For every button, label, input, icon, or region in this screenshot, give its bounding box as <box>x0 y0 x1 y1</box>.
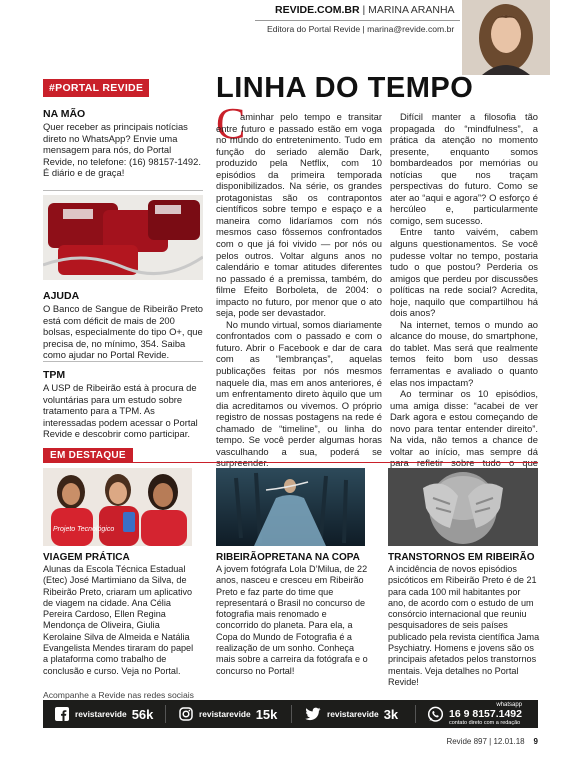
sidebar-divider <box>43 190 203 191</box>
author-name: MARINA ARANHA <box>368 4 455 16</box>
article-column-2 <box>390 111 538 492</box>
photographer-photo <box>216 468 365 546</box>
article-column-1 <box>216 111 382 469</box>
shirt-print-text: Projeto Tecnológico <box>53 526 115 533</box>
folio-date: 12.01.18 <box>493 737 525 746</box>
header-separator: | <box>362 4 369 16</box>
site-name: REVIDE.COM.BR <box>275 4 360 16</box>
header-rule <box>255 20 460 21</box>
sidebar-text-ajuda: O Banco de Sangue de Ribeirão Preto está com déficit de mais de 200 bolsas, especialmente do tipo O+, que precisa de, no mínimo, 354. Saiba como ajudar no Portal Revide. <box>43 303 204 361</box>
sidebar-title-tpm: TPM <box>43 369 66 381</box>
folio-spacer <box>527 737 531 746</box>
article-paragraph: Difícil manter a filosofia tão propagada do “mindfulness”, a prática da atenção no momento presente, enquanto somos bombardeados por memórias ou notícias que nos traçam perspectivas do futuro. Como se ater ao “aqui e agora”? O esforço é hercúleo e, particularmente comigo, sem sucesso. <box>390 111 538 226</box>
folio-magazine: Revide 897 <box>446 737 487 746</box>
header-line <box>275 4 455 16</box>
portal-revide-tag: #PORTAL REVIDE <box>43 79 149 97</box>
twitter-icon <box>305 707 321 721</box>
sidebar-title-ajuda: AJUDA <box>43 290 80 302</box>
page-folio <box>446 737 538 746</box>
facebook-link[interactable] <box>55 700 153 728</box>
article-paragraph: Na internet, temos o mundo ao alcance do mouse, do smartphone, do tablet. Mas será que realmente temos feito bom uso dessas ferramentas e avaliado o quanto elas nos impactam? <box>390 318 538 388</box>
card-title-transtornos: TRANSTORNOS EM RIBEIRÃO <box>388 552 535 563</box>
instagram-handle: revistarevide <box>199 709 251 719</box>
article-paragraph: Entre tanto vaivém, cabem alguns questionamentos. Se você pudesse voltar no tempo, postaria tudo o que postou? Perderia os amigos que perdeu por discussões políticas na rede social? Acredita, hoje, naquilo que compartilhou há dois anos? <box>390 226 538 319</box>
blood-bags-image <box>43 195 203 280</box>
page-number: 9 <box>533 737 538 746</box>
facebook-count: 56k <box>131 706 154 722</box>
facebook-icon <box>55 707 69 721</box>
follow-label: Acompanhe a Revide nas redes sociais <box>43 690 194 700</box>
whatsapp-link[interactable] <box>427 700 522 728</box>
twitter-handle: revistarevide <box>327 709 379 719</box>
social-bar <box>43 700 538 728</box>
social-separator <box>291 705 292 723</box>
card-title-copa: RIBEIRÃOPRETANA NA COPA <box>216 552 360 563</box>
card-text-transtornos: A incidência de novos episódios psicóticos em Ribeirão Preto é de 21 para cada 100 mil habitantes por ano, de acordo com o estudo de um consórcio internacional que reuniu pesquisadores de seis países publicado pela revista científica Jama Psychiatry. Homens e jovens são os principais afetados pelos transtornos mentais. Veja detalhes no Portal Revide! <box>388 564 540 687</box>
twitter-link[interactable] <box>305 700 398 728</box>
twitter-count: 3k <box>383 706 399 722</box>
drop-cap: C <box>216 99 246 148</box>
students-photo <box>43 468 192 546</box>
whatsapp-block <box>449 701 522 728</box>
whatsapp-sub: contato direto com a redação <box>449 719 521 726</box>
sidebar-text-tpm: A USP de Ribeirão está à procura de voluntárias para um estudo sobre tratamento para a TPM. As interessadas podem acessar o Portal Revide e descobrir como participar. <box>43 382 198 440</box>
social-separator <box>415 705 416 723</box>
article-paragraph: Ao terminar os 10 episódios, uma amiga disse: “acabei de ver Dark agora e estou começando de novo para tentar entender direito”. Na vida, não temos a chance de voltar ao início, mas sempre dá para refletir sobre tudo o que <box>390 388 538 469</box>
article-title: LINHA DO TEMPO <box>216 72 474 104</box>
social-separator <box>165 705 166 723</box>
card-text-viagem: Alunas da Escola Técnica Estadual (Etec) José Martimiano da Silva, de Ribeirão Preto, criaram um aplicativo de viagem na cidade. Ana Célia Pereira Cardoso, Ellen Regina Mendonça de Oliveira, Giulia Kerolaine Silva de Almeida e Natália Evangelista Mendes tiraram do papel a plataforma como trabalho de conclusão e curso. Veja no Portal. <box>43 564 194 676</box>
whatsapp-label: whatsapp <box>496 701 522 708</box>
stressed-man-photo <box>388 468 538 546</box>
card-title-viagem: VIAGEM PRÁTICA <box>43 552 130 563</box>
instagram-link[interactable] <box>179 700 277 728</box>
instagram-count: 15k <box>255 706 278 722</box>
facebook-handle: revistarevide <box>75 709 127 719</box>
sidebar-title-na-mao: NA MÃO <box>43 108 86 120</box>
folio-separator: | <box>489 737 494 746</box>
sidebar-text-na-mao: Quer receber as principais notícias direto no WhatsApp? Envie uma mensagem para nós, do Portal Revide, no telefone: (16) 98157-1492. É diário e de graça! <box>43 121 201 179</box>
destaque-tag: EM DESTAQUE <box>43 448 133 463</box>
article-paragraph: aminhar pelo tempo e transitar entre futuro e passado estão em voga no mundo do entretenimento. Tudo em função do seriado alemão Dark, produzido pela Netflix, com 10 episódios da primeira temporada disponibilizados. Na série, os grandes protagonistas são os contrapontos científicos sobre tempo e espaço e a maneira como lidaríamos com nós mesmos caso fôssemos confrontados com o que já foi vivido — por nós ou pelos outros. Voltar alguns anos no calendário e tomar atitudes diferentes no passado é a premissa, também, do filme Efeito Borboleta, de 2004: o impacto no futuro, por menor que o ato seja, pode ser devastador. <box>216 111 382 319</box>
article-paragraph: No mundo virtual, somos diariamente confrontados com o passado e com o futuro. Abrir o Facebook e dar de cara com as “lembranças”, aquelas publicações feitas por nós mesmos naquele dia, mas em anos anteriores, é um enfrentamento direto àquilo que um dia acreditamos ou vivemos. O próprio registro de nossas postagens na rede é chamado de “timeline”, ou linha do tempo. Se você perder algumas horas vasculhando a sua, poderá se surpreender. <box>216 318 382 469</box>
whatsapp-number: 16 9 8157.1492 <box>449 707 522 720</box>
card-text-copa: A jovem fotógrafa Lola D’Milua, de 22 anos, nasceu e cresceu em Ribeirão Preto e faz parte do time que representará o Brasil no concurso de fotografia mais renomado e concorrido do planeta. Para ela, a Copa do Mundo de Fotografia é a realização de um sonho. Conheça mais sobre a carreira da fotógrafa e o concurso no Portal! <box>216 564 368 676</box>
author-photo <box>462 0 550 75</box>
author-role: Editora do Portal Revide | marina@revide.com.br <box>267 24 455 34</box>
sidebar-divider <box>43 361 203 362</box>
instagram-icon <box>179 707 193 721</box>
whatsapp-icon <box>427 706 444 723</box>
